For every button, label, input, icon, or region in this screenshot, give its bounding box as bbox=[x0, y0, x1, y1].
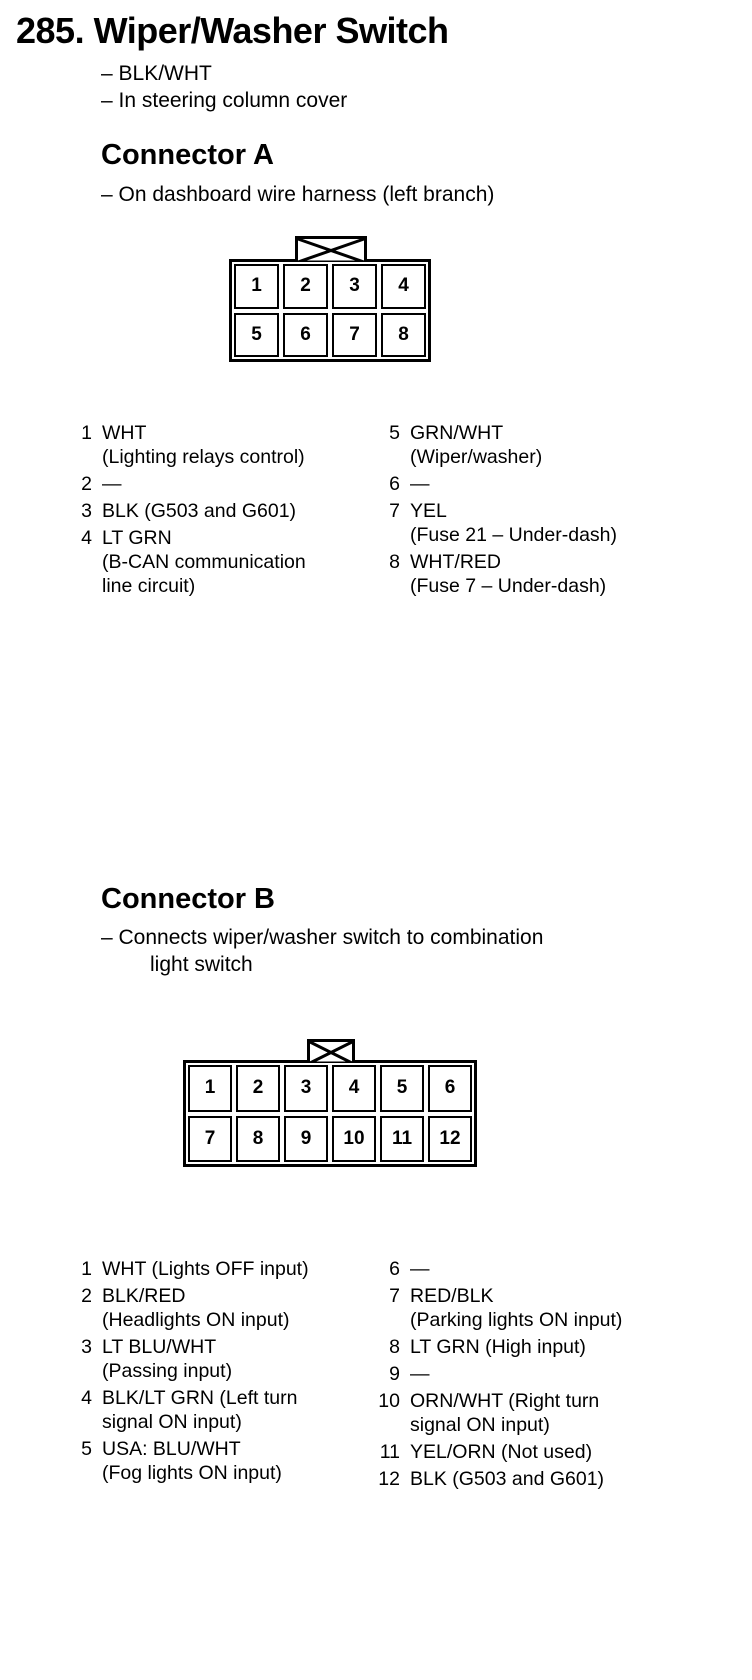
subtitle-location: – In steering column cover bbox=[101, 89, 348, 112]
connector-b-cavity-9: 9 bbox=[284, 1116, 328, 1163]
pin-description: USA: BLU/WHT bbox=[102, 1438, 241, 1460]
pin-description: YEL bbox=[410, 500, 447, 522]
pin-number: 2 bbox=[81, 1285, 92, 1307]
pin-number: 4 bbox=[81, 527, 92, 549]
connector-a-cavity-2: 2 bbox=[283, 264, 328, 309]
pin-number: 5 bbox=[81, 1438, 92, 1460]
pin-number: 11 bbox=[379, 1441, 400, 1463]
pin-description: (Fuse 7 – Under-dash) bbox=[410, 575, 607, 597]
pin-description: GRN/WHT bbox=[410, 422, 504, 444]
connector-b-cavity-5: 5 bbox=[380, 1065, 424, 1112]
pin-description: BLK (G503 and G601) bbox=[410, 1468, 605, 1490]
connector-b-description-line-2: light switch bbox=[150, 953, 253, 976]
pin-description: YEL/ORN (Not used) bbox=[410, 1441, 593, 1463]
pin-number: 7 bbox=[389, 500, 400, 522]
pin-description: signal ON input) bbox=[102, 1411, 242, 1433]
subtitle-wire-color: – BLK/WHT bbox=[101, 62, 212, 85]
pin-description: (Fuse 21 – Under-dash) bbox=[410, 524, 618, 546]
pin-description: (Parking lights ON input) bbox=[410, 1309, 623, 1331]
pin-description: WHT/RED bbox=[410, 551, 501, 573]
pin-number: 3 bbox=[81, 500, 92, 522]
pin-description: (Lighting relays control) bbox=[102, 446, 305, 468]
connector-b-cavity-6: 6 bbox=[428, 1065, 472, 1112]
connector-a-description: – On dashboard wire harness (left branch) bbox=[101, 183, 495, 206]
connector-b-cavity-3: 3 bbox=[284, 1065, 328, 1112]
pin-number: 12 bbox=[378, 1468, 400, 1490]
pin-number: 6 bbox=[389, 1258, 400, 1280]
connector-a-cavity-3: 3 bbox=[332, 264, 377, 309]
pin-description: BLK (G503 and G601) bbox=[102, 500, 297, 522]
connector-b-cavity-12: 12 bbox=[428, 1116, 472, 1163]
connector-a-latch-icon bbox=[295, 236, 367, 262]
connector-b-cavity-8: 8 bbox=[236, 1116, 280, 1163]
pin-number: 7 bbox=[389, 1285, 400, 1307]
pin-description: (B-CAN communication bbox=[102, 551, 306, 573]
pin-description: (Passing input) bbox=[102, 1360, 233, 1382]
pin-description: — bbox=[410, 473, 430, 495]
pin-description: LT GRN bbox=[102, 527, 172, 549]
pin-description: RED/BLK bbox=[410, 1285, 494, 1307]
connector-b-latch-icon bbox=[307, 1039, 355, 1063]
connector-b-cavity-10: 10 bbox=[332, 1116, 376, 1163]
connector-b-description-line-1: – Connects wiper/washer switch to combination bbox=[101, 926, 544, 949]
pin-description: line circuit) bbox=[102, 575, 196, 597]
pin-number: 5 bbox=[389, 422, 400, 444]
pin-description: (Wiper/washer) bbox=[410, 446, 543, 468]
pin-description: signal ON input) bbox=[410, 1414, 550, 1436]
page-title: 285. Wiper/Washer Switch bbox=[16, 10, 449, 51]
pin-number: 1 bbox=[81, 422, 92, 444]
connector-a-cavity-6: 6 bbox=[283, 313, 328, 358]
pin-number: 3 bbox=[81, 1336, 92, 1358]
connector-a-heading: Connector A bbox=[101, 139, 274, 171]
connector-b-cavity-4: 4 bbox=[332, 1065, 376, 1112]
pin-number: 4 bbox=[81, 1387, 92, 1409]
connector-b-cavity-2: 2 bbox=[236, 1065, 280, 1112]
pin-description: WHT (Lights OFF input) bbox=[102, 1258, 309, 1280]
pin-description: (Headlights ON input) bbox=[102, 1309, 290, 1331]
pin-number: 8 bbox=[389, 551, 400, 573]
connector-a-housing bbox=[229, 259, 431, 362]
connector-a-cavity-4: 4 bbox=[381, 264, 426, 309]
connector-b-cavity-7: 7 bbox=[188, 1116, 232, 1163]
pin-description: — bbox=[102, 473, 122, 495]
connector-a-cavity-8: 8 bbox=[381, 313, 426, 358]
pin-number: 10 bbox=[378, 1390, 400, 1412]
pin-number: 1 bbox=[81, 1258, 92, 1280]
pin-description: WHT bbox=[102, 422, 147, 444]
pin-number: 8 bbox=[389, 1336, 400, 1358]
connector-a-cavity-1: 1 bbox=[234, 264, 279, 309]
pin-description: — bbox=[410, 1363, 430, 1385]
pin-description: ORN/WHT (Right turn bbox=[410, 1390, 600, 1412]
pin-number: 9 bbox=[389, 1363, 400, 1385]
pin-number: 6 bbox=[389, 473, 400, 495]
connector-b-heading: Connector B bbox=[101, 883, 275, 915]
pin-description: LT BLU/WHT bbox=[102, 1336, 217, 1358]
pin-description: LT GRN (High input) bbox=[410, 1336, 586, 1358]
connector-a-cavity-7: 7 bbox=[332, 313, 377, 358]
pin-number: 2 bbox=[81, 473, 92, 495]
connector-b-cavity-1: 1 bbox=[188, 1065, 232, 1112]
connector-a-cavity-5: 5 bbox=[234, 313, 279, 358]
connector-b-housing bbox=[183, 1060, 477, 1167]
pin-description: (Fog lights ON input) bbox=[102, 1462, 282, 1484]
connector-b-cavity-11: 11 bbox=[380, 1116, 424, 1163]
pin-description: BLK/RED bbox=[102, 1285, 186, 1307]
pin-description: — bbox=[410, 1258, 430, 1280]
pin-description: BLK/LT GRN (Left turn bbox=[102, 1387, 298, 1409]
